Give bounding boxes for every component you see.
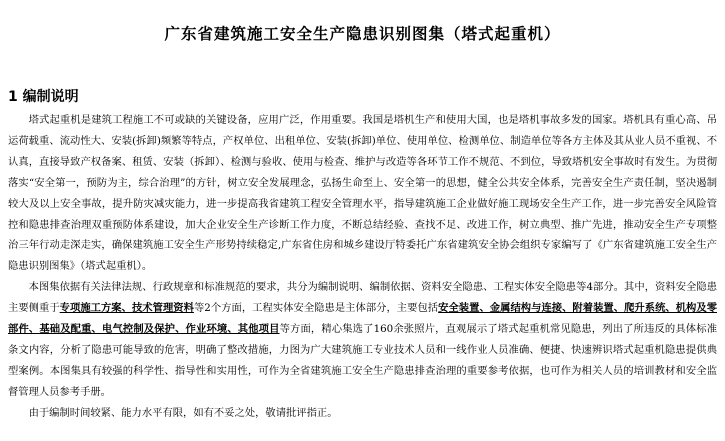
section-heading: 1 编制说明 <box>8 89 79 105</box>
paragraph-2 <box>8 277 717 402</box>
document-title: 广东省建筑施工安全生产隐患识别图集（塔式起重机） <box>164 25 561 43</box>
paragraph-1: 塔式起重机是建筑工程施工不可或缺的关键设备，应用广泛，作用重要。我国是塔机生产和使用大国，也是塔机事故多发的国家。塔机具有重心高、吊运荷载重、流动性大、安装(拆卸)频繁等特点，产权单位、出租单位、安装(拆卸)单位、使用单位、检测单位、制造单位等各方主体及其从业人员不重视、不认真，直接导致产权备案、租赁、安装（拆卸）、检测与验收、使用与检查、维护与改造等各环节工作不规范、不到位，导致塔机安全事故时有发生。为贯彻落实“安全第一，预防为主，综合治理”的方针，树立安全发展理念，弘扬生命至上、安全第一的思想，健全公共安全体系，完善安全生产责任制，坚决遏制较大及以上安全事故，提升防灾减灾能力，进一步提高我省建筑工程安全管理水平，指导建筑施工企业做好施工现场安全生产工作，进一步完善安全风险管控和隐患排查治理双重预防体系建设，加大企业安全生产诊断工作力度，不断总结经验、查找不足、改进工作，树立典型、推广先进，推动安全生产专项整治三年行动走深走实，确保建筑施工安全生产形势持续稳定,广东省住房和城乡建设厅特委托广东省建筑安全协会组织专家编写了《广东省建筑施工安全生产隐患识别图集》（塔式起重机）。 <box>8 114 717 273</box>
paragraph-2-text-c: 等方面，精心集选了160余张照片，直观展示了塔式起重机常见隐患，列出了所违反的具体标准条文内容，分析了隐患可能导致的危害，明确了整改措施，力图为广大建筑施工专业技术人员和一线作业人员准确、便捷、快速辨识塔式起重机隐患提供典型案例。本图集具有较强的科学性、指导性和实用性，可作为全省建筑施工安全生产隐患排查治理的重要参考依据，也可作为相关人员的培训教材和安全监督管理人员参考手册。 <box>8 323 717 398</box>
paragraph-2-text-b: 等2个方面，工程实体安全隐患是主体部分，主要包括 <box>193 302 439 315</box>
paragraph-2-text-a: 本图集依据有关法律法规、行政规章和标准规范的要求，共分为编制说明、编制依据、资料安全隐患、工程实体安全隐患等4部分。其中，资料安全隐患主要侧重于 <box>8 281 717 315</box>
paragraph-3: 由于编制时间较紧、能力水平有限，如有不妥之处，敬请批评指正。 <box>28 406 338 419</box>
highlight-entity-hazards: 安全装置、金属结构与连接、附着装置、爬升系统、机构及零部件、基础及配重、电气控制及保护、作业环境、其他项目 <box>8 302 718 336</box>
highlight-data-hazards: 专项施工方案、技术管理资料 <box>59 302 194 315</box>
body-text <box>8 110 717 424</box>
